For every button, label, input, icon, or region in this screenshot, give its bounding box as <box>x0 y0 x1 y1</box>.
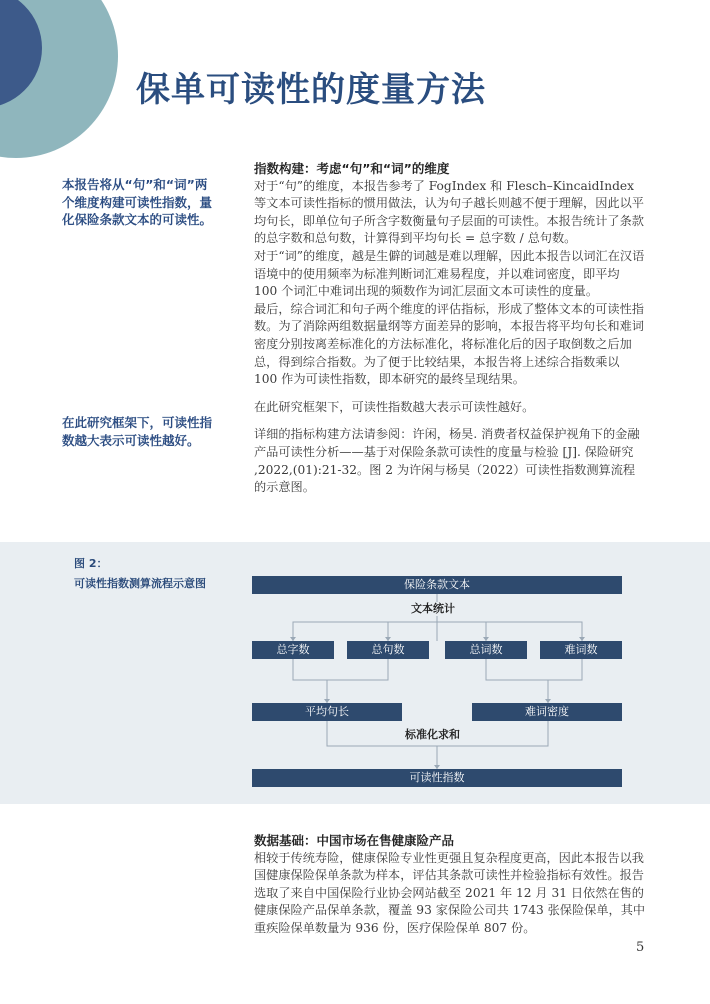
paragraph-composite-index: 最后，综合词汇和句子两个维度的评估指标，形成了整体文本的可读性指数。为了消除两组数据量纲等方面差异的影响，本报告将平均句长和难词密度分别按离差标准化的方法标准化，将标准化后的因子取倒数之后加总，得到综合指数。为了便于比较结果，本报告将上述综合指数乘以 100 作为可读性指数，即本研究的最终呈现结果。 <box>254 301 644 387</box>
paragraph-framework: 在此研究框架下，可读性指数越大表示可读性越好。 <box>254 399 535 414</box>
figure-label: 图 2： <box>74 557 108 570</box>
box-total-chars: 总字数 <box>252 641 334 659</box>
label-text-statistics: 文本统计 <box>407 602 459 616</box>
side-note-framework: 在此研究框架下，可读性指数越大表示可读性越好。 <box>62 415 213 448</box>
box-hard-words: 难词数 <box>540 641 622 659</box>
label-standardize-sum: 标准化求和 <box>401 728 464 742</box>
section-heading-data: 数据基础：中国市场在售健康险产品 <box>254 833 455 848</box>
side-note-dimensions: 本报告将从“句”和“词”两个维度构建可读性指数，量化保险条款文本的可读性。 <box>62 177 213 227</box>
paragraph-sentence-dimension: 对于“句”的维度，本报告参考了 FogIndex 和 Flesch–KincaidIndex 等文本可读性指标的惯用做法，认为句子越长则越不便于理解，因此以平均句长，即单位句子所含字数衡量句子层面的可读性。本报告统计了条款的总字数和总句数，计算得到平均句长 = 总字数 / 总句数。 <box>254 178 644 246</box>
box-hard-word-density: 难词密度 <box>472 703 622 721</box>
paragraph-reference: 详细的指标构建方法请参阅：许闲，杨昊. 消费者权益保护视角下的金融产品可读性分析——基于对保险条款可读性的度量与检验 [J]. 保险研究 ,2022,(01):21-32。图 2 为许闲与杨昊（2022）可读性指数测算流程的示意图。 <box>254 427 640 495</box>
paragraph-word-dimension: 对于“词”的维度，越是生僻的词越是难以理解，因此本报告以词汇在汉语语境中的使用频率为标准判断词汇难易程度，并以难词密度，即平均 100 个词汇中难词出现的频数作为词汇层面文本可读性的度量。 <box>254 248 645 299</box>
paragraph-data-basis: 相较于传统寿险，健康保险专业性更强且复杂程度更高，因此本报告以我国健康保险保单条款为样本，评估其条款可读性并检验指标有效性。报告选取了来自中国保险行业协会网站截至 2021 年 12 月 31 日依然在售的健康保险产品保单条款，覆盖 93 家保险公司共 1743 张保险保单，其中重疾险保单数量为 936 份，医疗保险保单 807 份。 <box>254 850 646 935</box>
box-readability-index: 可读性指数 <box>252 769 622 787</box>
figure-caption: 可读性指数测算流程示意图 <box>74 577 206 590</box>
page-number: 5 <box>636 940 645 955</box>
box-avg-sentence-length: 平均句长 <box>252 703 402 721</box>
box-total-words: 总词数 <box>445 641 527 659</box>
box-total-sentences: 总句数 <box>347 641 429 659</box>
section-data-basis <box>254 832 646 938</box>
section-heading: 指数构建：考虑“句”和“词”的维度 <box>254 161 450 176</box>
page-title: 保单可读性的度量方法 <box>136 70 486 110</box>
box-policy-text: 保险条款文本 <box>252 576 622 594</box>
